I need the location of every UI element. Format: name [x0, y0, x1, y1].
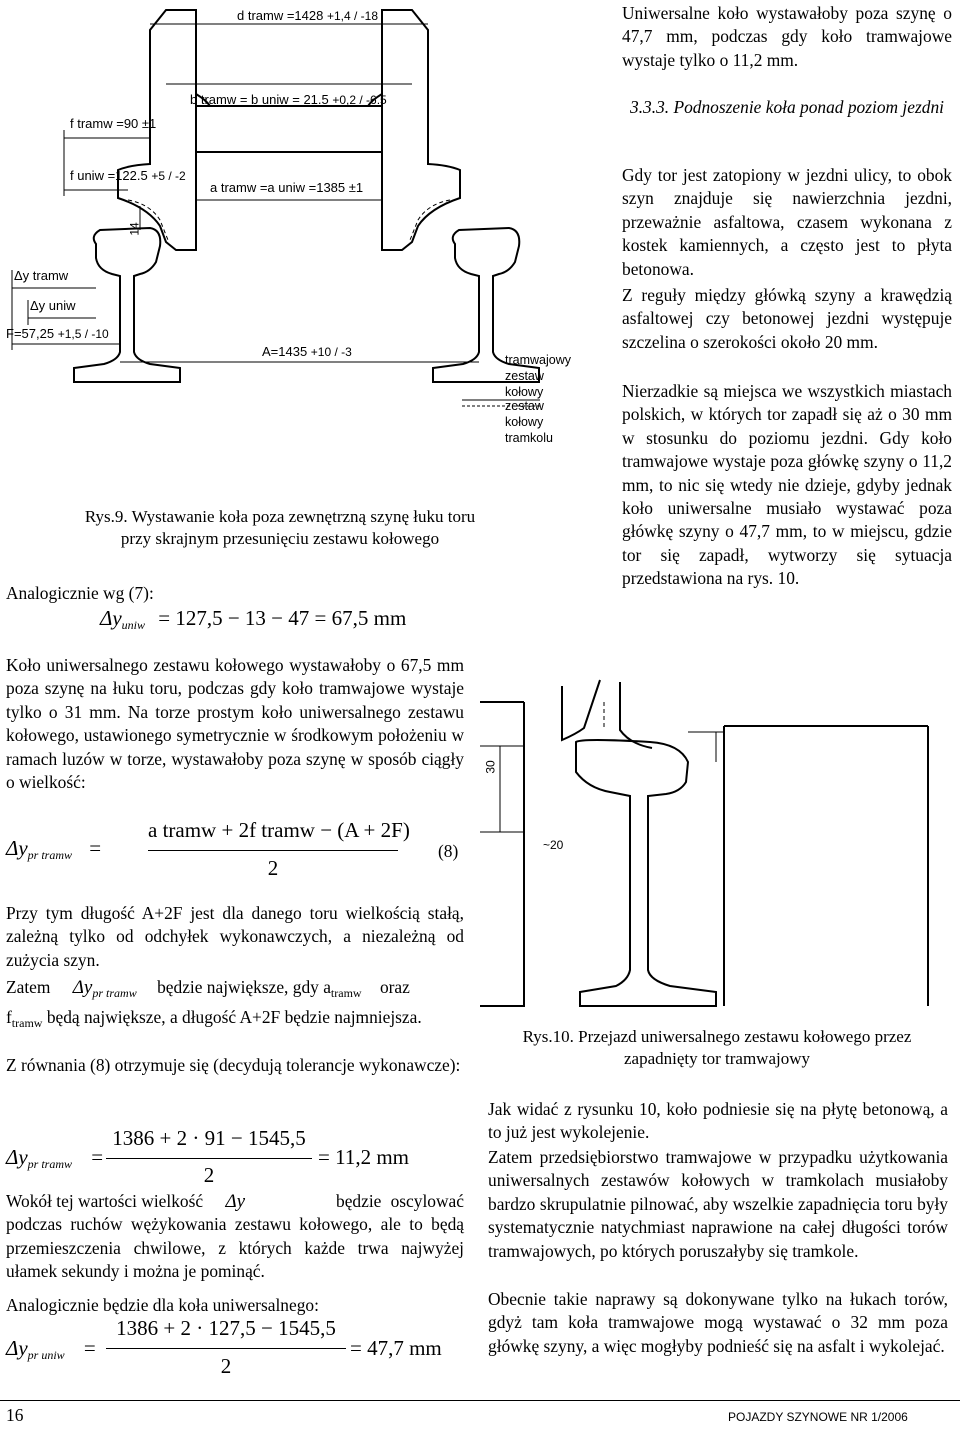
left-paragraph-5: będzie oscylować podczas ruchów wężykowania zestawu kołowego, ale to będą przemieszczenia chwilowe, z których każde trwa najwyżej ułamek sekundy i można je pominąć.: [6, 1191, 464, 1282]
label-b-tramw-tol: +0,2 / -6.5: [332, 93, 387, 107]
eq8-denominator: 2: [267, 856, 279, 880]
eq8-numerator: a tramw + 2f tramw − (A + 2F): [148, 818, 410, 842]
left-paragraph-6: Analogicznie będzie dla koła uniwersalnego:: [6, 1295, 319, 1315]
left-paragraph-3-line1: Zatem $\Delta y_{pr tramw}$ będzie największe, gdy $a_{tramw}$ oraz: [6, 977, 410, 1000]
fig9-caption: [60, 506, 500, 550]
eq7-lhs: Δy: [100, 606, 122, 630]
right-paragraph-6: Zatem przedsiębiorstwo tramwajowe w przypadku użytkowania uniwersalnych zestawów kołowych w tramkolach musiałoby bardzo skrupulatnie pilnować, aby wszelkie zapadnięcia toru były systematycznie natychmiast naprawione na całej długości torów tramwajowych, po których poruszałyby się tramkole.: [488, 1147, 948, 1261]
label-f-uniw-tol: +5 / -2: [151, 169, 186, 183]
legend-tramwajowy: tramwajowy zestaw kołowy: [505, 353, 571, 399]
left-paragraph-3-line2: $f_{tramw}$ będą największe, a długość A+2F będzie najmniejsza.: [6, 1007, 422, 1030]
footer-rule: [0, 1400, 960, 1401]
right-paragraph-3: Z reguły między główką szyny a krawędzią asfaltowej czy betonowej jezdni występuje szczelina o szerokości około 20 mm.: [622, 285, 952, 352]
eq10-lhs-wrap: $\Delta y_{pr uniw}$ =: [6, 1336, 96, 1362]
fig9-caption-line2: przy skrajnym przesunięciu zestawu kołowego: [120, 529, 440, 548]
label-dy-uniw: Δy uniw: [30, 298, 76, 313]
eq8-sub: pr tramw: [27, 848, 72, 862]
right-paragraph-2: Gdy tor jest zatopiony w jezdni ulicy, to obok szyn znajduje się nawierzchnia jezdni, przeważnie asfaltowa, czasem wykonana z kostek kamiennych, a często jest to płyta betonowa.: [622, 165, 952, 279]
journal-name: POJAZDY SZYNOWE NR 1/2006: [728, 1410, 908, 1424]
label-f-uniw: f uniw =122.5: [70, 168, 152, 183]
label-b-tramw: b tramw = b uniw = 21.5: [190, 92, 333, 107]
label-a-tramw: a tramw =a uniw =1385 ±1: [210, 180, 364, 195]
eq8-lhs: Δy: [6, 836, 28, 860]
fig10-caption-line1: Rys.10. Przejazd uniwersalnego zestawu kołowego przez: [522, 1027, 912, 1046]
left-paragraph-4: Z równania (8) otrzymuje się (decydują tolerancje wykonawcze):: [6, 1055, 461, 1075]
eq9-lhs-wrap: $\Delta y_{pr tramw}$ =: [6, 1145, 104, 1171]
right-paragraph-5: Jak widać z rysunku 10, koło podniesie się na płytę betonową, a to już jest wykolejenie.: [488, 1099, 948, 1143]
section-heading: 3.3.3. Podnoszenie koła ponad poziom jezdni: [630, 97, 944, 117]
fig10-dim-20: ~20: [543, 838, 564, 852]
eq10-numerator: 1386 + 2 · 127,5 − 1545,5: [116, 1316, 336, 1340]
label-f-tramw: f tramw =90 ±1: [70, 116, 157, 131]
left-paragraph-2: Przy tym długość A+2F jest dla danego toru wielkością stałą, zależną tylko od odchyłek wykonawczych, a niezależną od zużycia szyn.: [6, 903, 464, 970]
eq10-rhs: = 47,7 mm: [350, 1336, 442, 1360]
fig9-caption-line1: Rys.9. Wystawanie koła poza zewnętrzną szynę łuku toru: [84, 507, 476, 526]
eq10-fraction-line: [106, 1348, 346, 1349]
label-A: A=1435: [262, 344, 311, 359]
left-paragraph-1: Koło uniwersalnego zestawu kołowego wystawałoby o 67,5 mm poza szynę na łuku toru, podczas gdy koło tramwajowe wystaje tylko o 31 mm. Na torze prostym koło uniwersalnego zestawu kołowego, ustawionego symetrycznie w środkowym położeniu w ramach luzów w torze, wystawałoby poza szynę w sposób ciągły o wielkość:: [6, 655, 464, 793]
right-paragraph-1: Uniwersalne koło wystawałoby poza szynę o 47,7 mm, podczas gdy koło tramwajowe wystaje tylko o 11,2 mm.: [622, 3, 952, 70]
eq9-denominator: 2: [203, 1163, 215, 1187]
eq8-fraction-line: [148, 850, 398, 851]
label-dim-14: 14: [127, 222, 142, 236]
analog-text-1: Analogicznie wg (7):: [6, 583, 154, 603]
label-d-tramw-tol: +1,4 / -18: [326, 9, 379, 23]
eq9-fraction-line: [106, 1158, 312, 1159]
legend-tramkolu: zestaw kołowy tramkolu: [505, 399, 553, 445]
eq7-sub: uniw: [121, 618, 145, 632]
eq10-denominator: 2: [220, 1354, 232, 1378]
page-number: 16: [6, 1405, 24, 1425]
left-paragraph-5-line1: Wokół tej wartości wielkość Δy: [6, 1191, 246, 1212]
eq8-tag: (8): [438, 841, 459, 861]
fig10-caption-line2: zapadnięty tor tramwajowy: [624, 1049, 810, 1068]
fig10-dim-30: 30: [483, 760, 498, 774]
eq7-rhs: = 127,5 − 13 − 47 = 67,5 mm: [158, 606, 407, 630]
label-F-tol: +1,5 / -10: [57, 327, 109, 341]
eq9-numerator: 1386 + 2 · 91 − 1545,5: [112, 1126, 306, 1150]
label-A-tol: +10 / -3: [310, 345, 352, 359]
equation-7: [100, 606, 406, 633]
fig10-caption: [482, 1026, 952, 1070]
eq8-lhs-wrap: $\Delta y_{pr tramw}$ =: [6, 836, 102, 862]
label-F: F=57,25: [6, 326, 58, 341]
right-paragraph-4: Nierzadkie są miejsca we wszystkich miastach polskich, w których tor zapadł się aż o 30 mm w stosunku do poziomu jezdni. Gdy koło tramwajowe wystaje poza główkę szyny o 11,2 mm, to nic się wtedy nie dzieje, gdyby jednak koło uniwersalne musiało wystawać poza główkę szyny o 47,7 mm, to w miejscu, gdzie tor się zapadł, wytworzy się sytuacja przedstawiona na rys. 10.: [622, 381, 952, 589]
eq9-rhs: = 11,2 mm: [318, 1145, 409, 1169]
label-dy-tramw: Δy tramw: [14, 268, 69, 283]
label-d-tramw: d tramw =1428: [237, 8, 327, 23]
right-paragraph-7: Obecnie takie naprawy są dokonywane tylko na łukach torów, gdyż tam koła tramwajowe mogą wystawać o 32 mm poza główkę szyny, a więc mogłyby podnieść się na asfalt i wykolejać.: [488, 1289, 948, 1356]
